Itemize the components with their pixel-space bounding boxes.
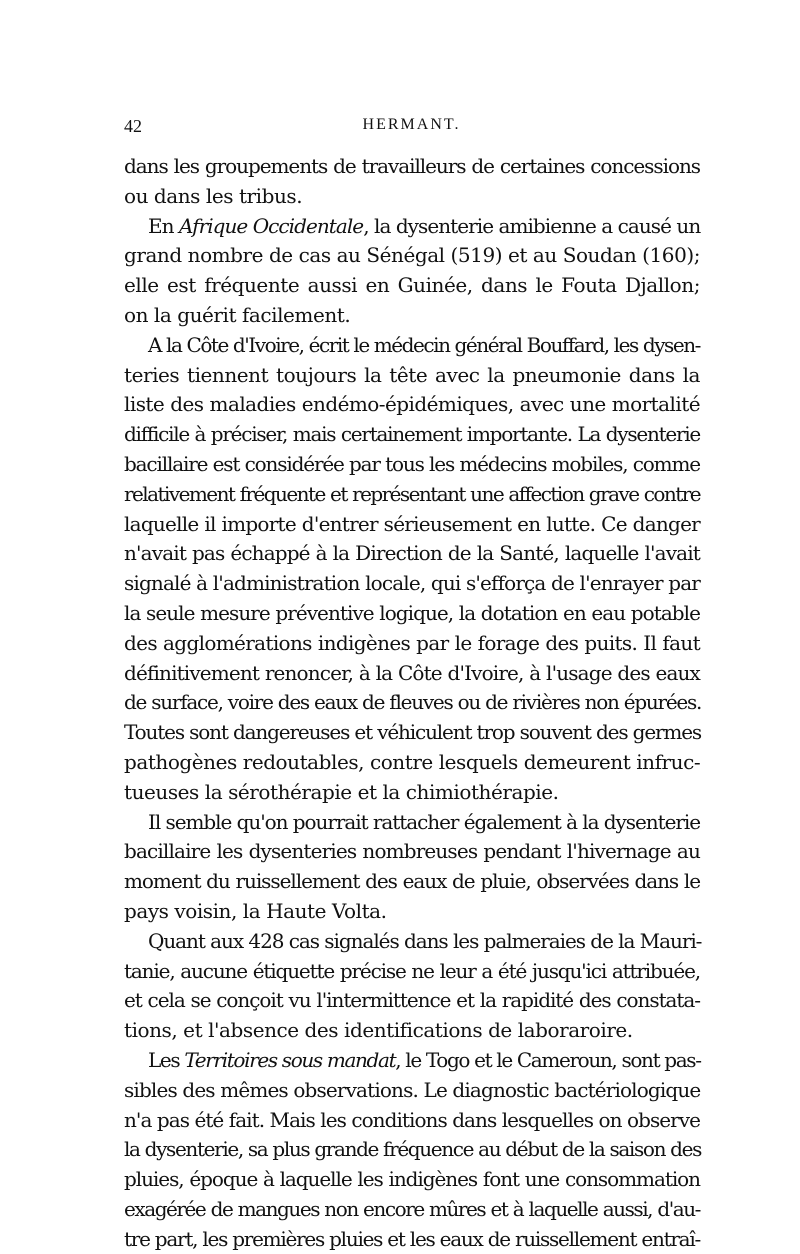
text-line: signalé à l'administration locale, qui s'efforça de l'enrayer par	[124, 571, 700, 596]
text-line: liste des maladies endémo-épidémiques, avec une mortalité	[124, 392, 700, 417]
text-segment: , la dysenterie amibienne a causé un	[363, 213, 701, 238]
text-line: moment du ruissellement des eaux de pluie, observées dans le	[124, 869, 700, 894]
text-line: la seule mesure préventive logique, la dotation en eau potable	[124, 600, 700, 625]
text-line	[124, 1046, 700, 1076]
text-segment: En	[148, 213, 179, 238]
text-line: des agglomérations indigènes par le forage des puits. Il faut	[124, 630, 700, 655]
text-line: tueuses la sérothérapie et la chimiothérapie.	[124, 779, 559, 804]
text-line: relativement fréquente et représentant une affection grave contre	[124, 481, 700, 506]
text-segment: Les	[148, 1047, 185, 1072]
text-line: ou dans les tribus.	[124, 183, 303, 208]
text-line: Il semble qu'on pourrait rattacher également à la dysenterie	[148, 809, 701, 834]
text-line: teries tiennent toujours la tête avec la pneumonie dans la	[124, 362, 700, 387]
page-number: 42	[124, 116, 142, 136]
text-line: de surface, voire des eaux de fleuves ou de rivières non épurées.	[124, 690, 702, 715]
text-segment: , le Togo et le Cameroun, sont pas-	[395, 1047, 701, 1072]
body-text	[124, 152, 700, 1254]
italic-place-name: Territoires sous mandat	[184, 1047, 396, 1072]
text-line: pathogènes redoutables, contre lesquels demeurent infruc-	[124, 749, 701, 774]
text-line: bacillaire les dysenteries nombreuses pendant l'hivernage au	[124, 839, 700, 864]
italic-place-name: Afrique Occidentale	[179, 213, 364, 238]
text-line: laquelle il importe d'entrer sérieusement en lutte. Ce danger	[124, 511, 700, 536]
text-line: sibles des mêmes observations. Le diagnostic bactériologique	[124, 1077, 701, 1102]
text-line: pays voisin, la Haute Volta.	[124, 898, 387, 923]
text-line: tions, et l'absence des identifications de laboraroire.	[124, 1018, 633, 1043]
running-head: HERMANT.	[362, 116, 461, 133]
page-header	[124, 116, 699, 142]
text-line: tre part, les premières pluies et les eaux de ruissellement entraî-	[124, 1226, 700, 1251]
text-line	[124, 212, 700, 242]
text-line: A la Côte d'Ivoire, écrit le médecin général Bouffard, les dysen-	[148, 332, 700, 357]
text-line: Toutes sont dangereuses et véhiculent trop souvent des germes	[124, 720, 702, 745]
text-line: pluies, époque à laquelle les indigènes font une consommation	[124, 1167, 700, 1192]
text-line: difficile à préciser, mais certainement importante. La dysenterie	[124, 422, 700, 447]
text-line: n'avait pas échappé à la Direction de la Santé, laquelle l'avait	[124, 541, 700, 566]
text-line: la dysenterie, sa plus grande fréquence au début de la saison des	[124, 1137, 701, 1162]
text-line: Quant aux 428 cas signalés dans les palmeraies de la Mauri-	[148, 928, 702, 953]
text-line: elle est fréquente aussi en Guinée, dans le Fouta Djallon;	[124, 273, 700, 298]
text-line: définitivement renoncer, à la Côte d'Ivoire, à l'usage des eaux	[124, 660, 700, 685]
text-line: tanie, aucune étiquette précise ne leur a été jusqu'ici attribuée,	[124, 958, 700, 983]
text-line: dans les groupements de travailleurs de certaines concessions	[124, 154, 700, 178]
text-line: grand nombre de cas au Sénégal (519) et au Soudan (160);	[124, 243, 700, 268]
text-line: exagérée de mangues non encore mûres et à laquelle aussi, d'au-	[124, 1196, 700, 1221]
text-line: n'a pas été fait. Mais les conditions dans lesquelles on observe	[124, 1107, 700, 1132]
text-line: on la guérit facilement.	[124, 302, 351, 327]
text-line: et cela se conçoit vu l'intermittence et la rapidité des constata-	[124, 988, 700, 1013]
text-line: bacillaire est considérée par tous les médecins mobiles, comme	[124, 451, 700, 476]
